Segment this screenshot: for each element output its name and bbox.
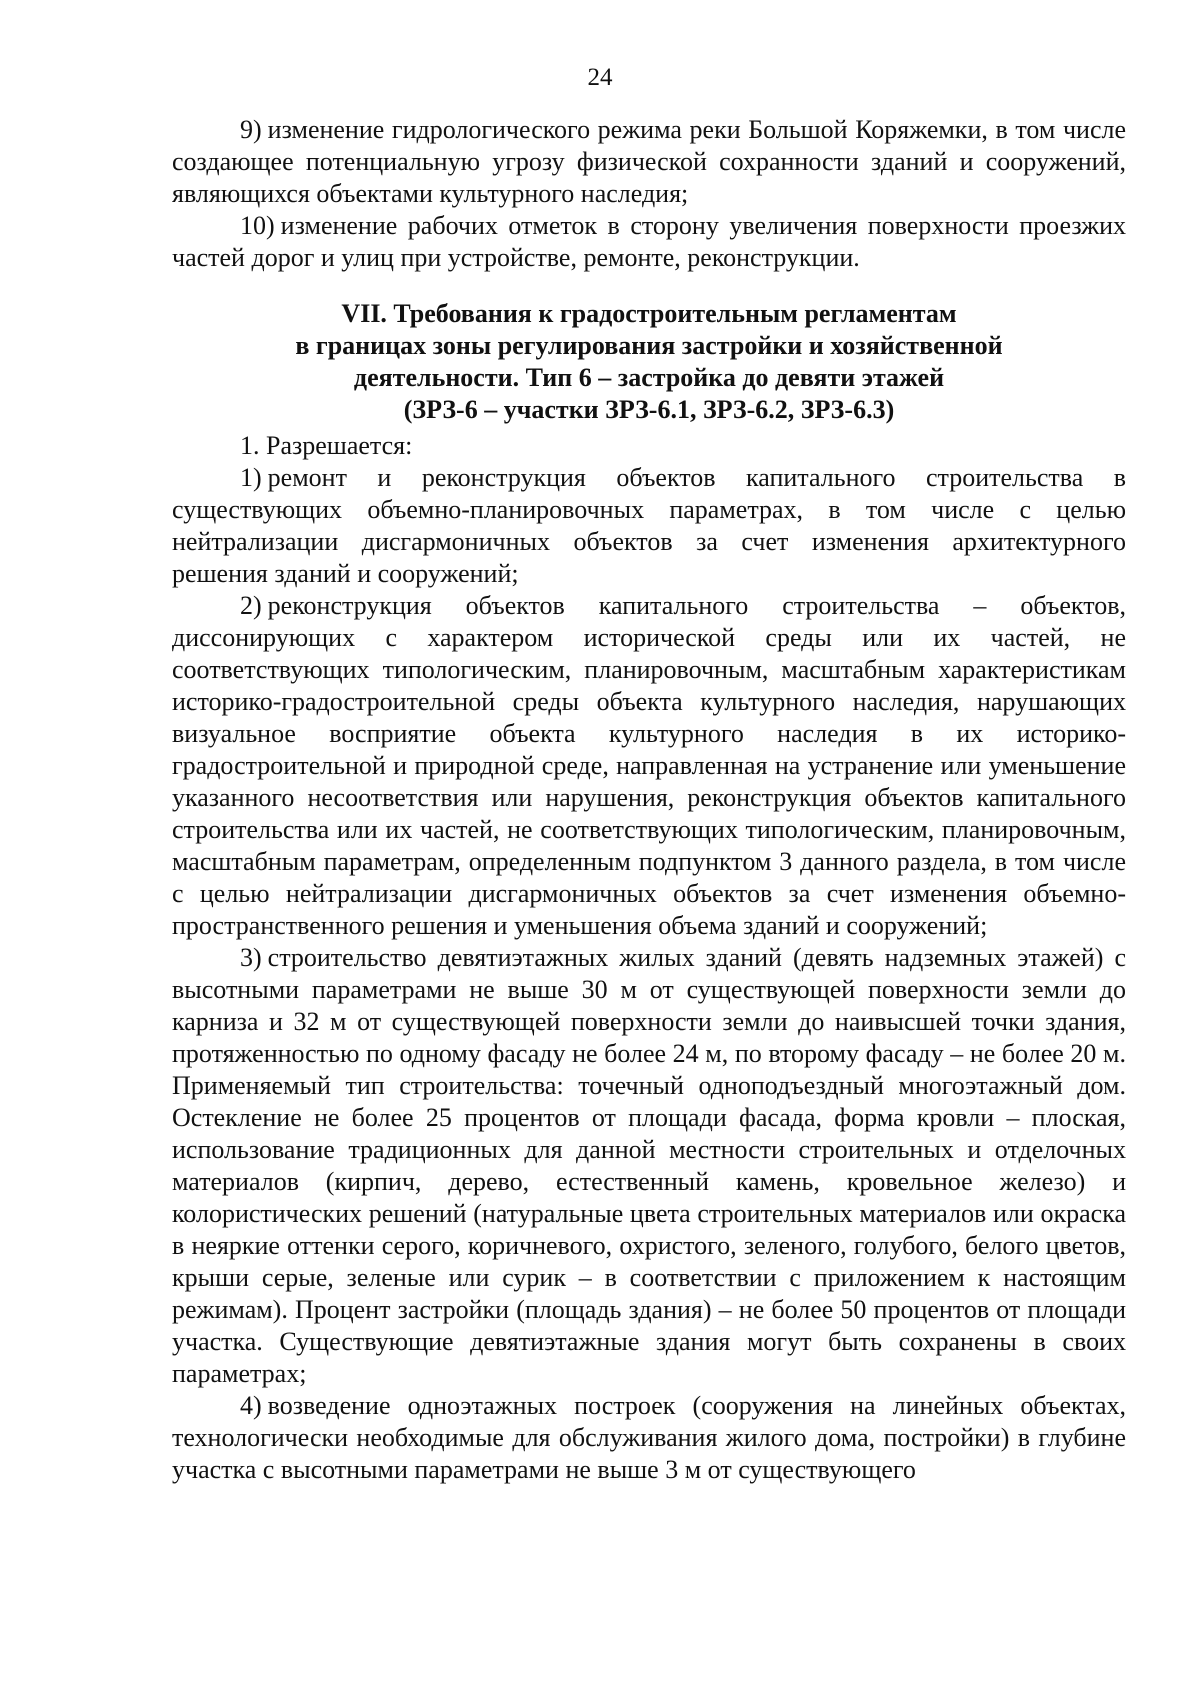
list-item-number: 2) <box>240 591 262 620</box>
section-heading-line: деятельности. Тип 6 – застройка до девяти этажей <box>353 363 945 392</box>
list-item-10 <box>172 210 1126 274</box>
list-item-text: ремонт и реконструкция объектов капитального строительства в существующих объемно-планировочных параметрах, в том числе с целью нейтрализации дисгармоничных объектов за счет изменения архитектурного решения зданий и сооружений; <box>172 463 1126 588</box>
list-item-text: изменение рабочих отметок в сторону увеличения поверхности проезжих частей дорог и улиц при устройстве, ремонте, реконструкции. <box>172 211 1126 272</box>
list-item-number: 1) <box>240 463 262 492</box>
list-item-text: изменение гидрологического режима реки Большой Коряжемки, в том числе создающее потенциальную угрозу физической сохранности зданий и сооружений, являющихся объектами культурного наследия; <box>172 115 1126 208</box>
list-item-number: 3) <box>240 943 262 972</box>
permitted-item-3 <box>172 942 1126 1390</box>
list-item-text: возведение одноэтажных построек (сооружения на линейных объектах, технологически необходимые для обслуживания жилого дома, постройки) в глубине участка с высотными параметрами не выше 3 м от существующего <box>172 1391 1126 1484</box>
permitted-item-4 <box>172 1390 1126 1486</box>
list-item-text: строительство девятиэтажных жилых зданий (девять надземных этажей) с высотными параметрами не выше 30 м от существующей поверхности земли до карниза и 32 м от существующей поверхности земли до наивысшей точки здания, протяженностью по одному фасаду не более 24 м, по второму фасаду – не более 20 м. Применяемый тип строительства: точечный одноподъездный многоэтажный дом. Остекление не более 25 процентов от площади фасада, форма кровли – плоская, использование традиционных для данной местности строительных и отделочных материалов (кирпич, дерево, естественный камень, кровельное железо) и колористических решений (натуральные цвета строительных материалов или окраска в неяркие оттенки серого, коричневого, охристого, зеленого, голубого, белого цветов, крыши серые, зеленые или сурик – в соответствии с приложением к настоящим режимам). Процент застройки (площадь здания) – не более 50 процентов от площади участка. Существующие девятиэтажные здания могут быть сохранены в своих параметрах; <box>172 943 1126 1388</box>
list-item-text: реконструкция объектов капитального строительства – объектов, диссонирующих с характером исторической среды или их частей, не соответствующих типологическим, планировочным, масштабным характеристикам историко-градостроительной среды объекта культурного наследия, нарушающих визуальное восприятие объекта культурного наследия в их историко-градостроительной и природной среде, направленная на устранение или уменьшение указанного несоответствия или нарушения, реконструкция объектов капитального строительства или их частей, не соответствующих типологическим, планировочным, масштабным параметрам, определенным подпунктом 3 данного раздела, в том числе с целью нейтрализации дисгармоничных объектов за счет изменения объемно-пространственного решения и уменьшения объема зданий и сооружений; <box>172 591 1126 940</box>
permitted-item-1 <box>172 462 1126 590</box>
permitted-label: 1. Разрешается: <box>240 431 413 460</box>
list-item-9 <box>172 114 1126 210</box>
permitted-item-2 <box>172 590 1126 942</box>
section-heading-line: (ЗРЗ-6 – участки ЗРЗ-6.1, ЗРЗ-6.2, ЗРЗ-6.3) <box>403 395 895 424</box>
section-heading-line: в границах зоны регулирования застройки и хозяйственной <box>295 331 1003 360</box>
section-heading-line: VII. Требования к градостроительным регламентам <box>341 299 957 328</box>
list-item-number: 10) <box>240 211 275 240</box>
section-heading <box>172 298 1126 426</box>
list-item-number: 9) <box>240 115 262 144</box>
list-item-number: 4) <box>240 1391 262 1420</box>
page-number: 24 <box>587 64 613 91</box>
